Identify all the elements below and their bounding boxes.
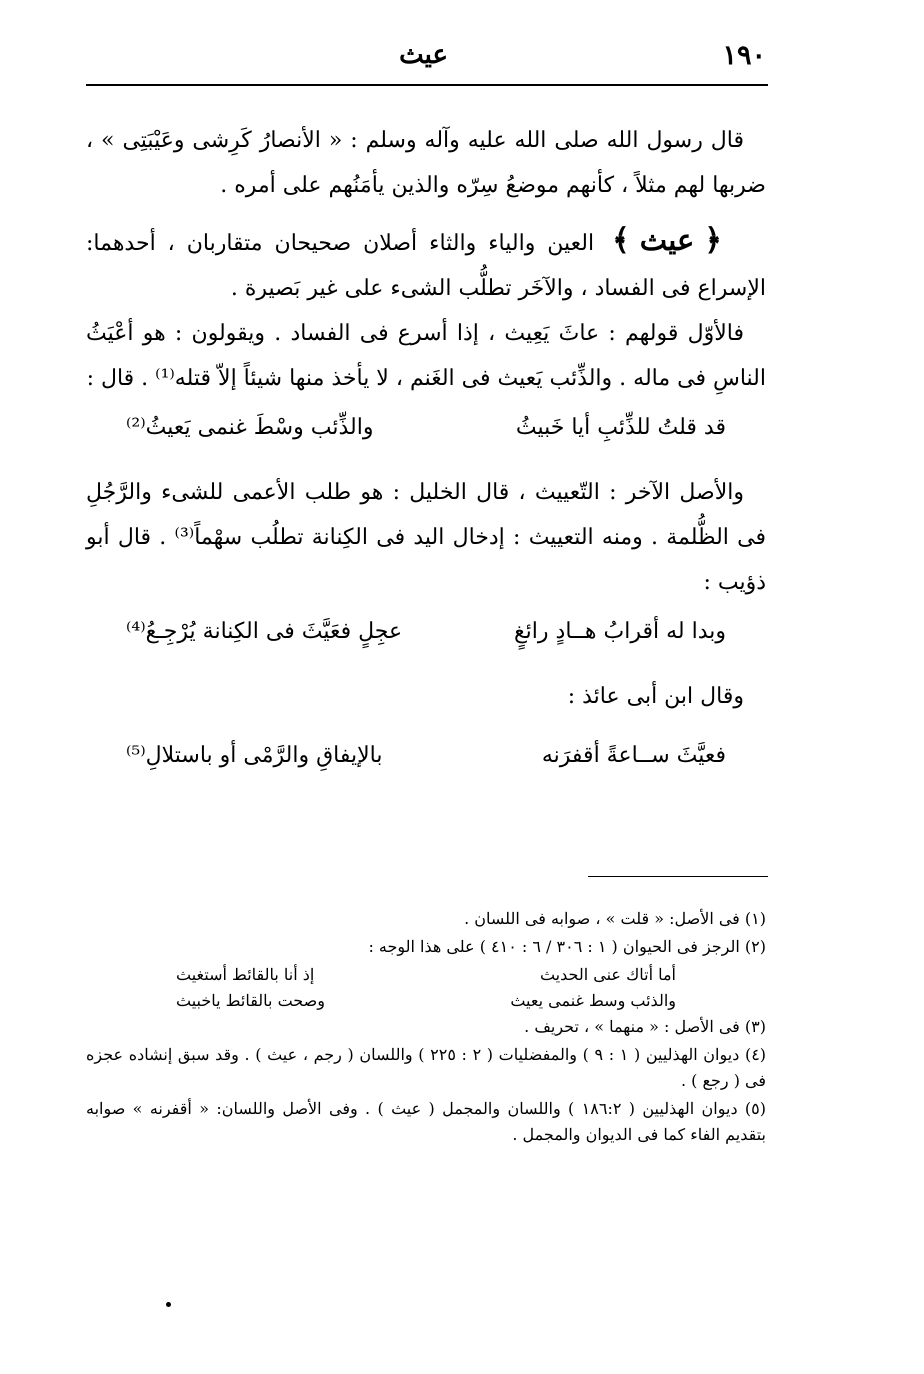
footnote-1: (١) فى الأصل: « قلت » ، صوابه فى اللسان . <box>464 909 766 928</box>
entry-bracket-open: ﴿ <box>704 223 722 258</box>
verse-3-second-hemistich: بالإيفاقِ والرَّمْى أو باستلالِ⁽⁵⁾ <box>126 743 383 768</box>
running-title: عيث <box>399 40 448 70</box>
paragraph-entry-definition <box>86 218 766 311</box>
footnote-rule <box>588 876 768 877</box>
footnote-5: (٥) ديوان الهذليين ( ١٨٦:٢ ) واللسان والمجمل ( عيث ) . وفى الأصل واللسان: « أقفرنه » صوابه بتقديم الفاء كما فى الديوان والمجمل . <box>86 1099 767 1144</box>
entry-bracket-close: ﴾ <box>612 223 630 258</box>
verse-2-first-hemistich: وبدا له أقرابُ هــادٍ رائغٍ <box>513 619 726 644</box>
verse-3-first-hemistich: فعيَّثَ ســاعةً أقفرَنه <box>541 743 726 768</box>
footnote-4: (٤) ديوان الهذليين ( ١ : ٩ ) والمفضليات ( ٢ : ٢٢٥ ) واللسان ( رجم ، عيث ) . وقد سبق إنشاده عجزه فى ( رجع ) . <box>86 1045 767 1090</box>
verse-line-1 <box>86 405 766 450</box>
footnote-2-verse-2a: والذئب وسط غنمى يعيث <box>510 991 676 1010</box>
paragraph-second-sense: والأصل الآخر : التّعييث ، قال الخليل : هو طلب الأعمى للشىء والرَّجُلِ فى الظُّلمة . ومنه التعييث : إدخال اليد فى الكِنانة تطلُب سهْماً⁽³⁾ . قال أبو ذؤيب : <box>86 480 766 595</box>
entry-headword <box>612 218 744 263</box>
main-text <box>86 118 766 788</box>
paragraph-first-sense: فالأوّل قولهم : عاثَ يَعِيث ، إذا أسرع فى الفساد . ويقولون : هو أعْيَثُ الناسِ فى ماله . والذِّئب يَعيث فى الغَنم ، لا يأخذ منها شيئاً إلاّ قتله⁽¹⁾ . قال : <box>86 321 766 391</box>
verse-2-second-hemistich: عجِلٍ فعَيَّثَ فى الكِنانة يُرْجِـعُ⁽⁴⁾ <box>126 619 403 644</box>
verse-line-2 <box>86 609 766 654</box>
footnote-2-verse-2 <box>86 988 766 1014</box>
paragraph-hadith: قال رسول الله صلى الله عليه وآله وسلم : « الأنصارُ كَرِشى وعَيْبَتِى » ، ضربها لهم مثلاً ، كأنهم موضعُ سِرّه والذين يأمَنُهم على أمره . <box>86 128 766 198</box>
paragraph-poet-intro: وقال ابن أبى عائذ : <box>567 684 744 709</box>
page-number: ١٩٠ <box>722 40 766 71</box>
ink-speck <box>166 1302 171 1307</box>
entry-word: عيث <box>639 223 695 257</box>
footnote-3: (٣) فى الأصل : « منهما » ، تحريف . <box>524 1017 766 1036</box>
footnote-2-verse-1 <box>86 962 766 988</box>
footnotes <box>86 906 766 1150</box>
footnote-2: (٢) الرجز فى الحيوان ( ١ : ٣٠٦ / ٦ : ٤١٠ ) على هذا الوجه : <box>368 937 766 956</box>
verse-1-second-hemistich: والذِّئب وسْطَ غنمى يَعيثُ⁽²⁾ <box>126 415 374 440</box>
verse-line-3 <box>86 733 766 778</box>
footnote-2-verse-1a: أما أتاك عنى الحديث <box>539 965 676 984</box>
page-header <box>88 38 768 78</box>
footnote-2-verse-1b: إذ أنا بالقائط أستغيث <box>176 965 315 984</box>
entry-definition-text: العين والياء والثاء أصلان صحيحان متقاربان ، أحدهما: الإسراع فى الفساد ، والآخَر تطلُّب الشىء على غير بَصيرة . <box>86 231 766 301</box>
header-rule <box>86 84 768 86</box>
footnote-2-verse-2b: وصحت بالقائط ياخبيث <box>176 991 325 1010</box>
verse-1-first-hemistich: قد قلتُ للذِّئبِ أيا خَبيثُ <box>515 415 726 440</box>
